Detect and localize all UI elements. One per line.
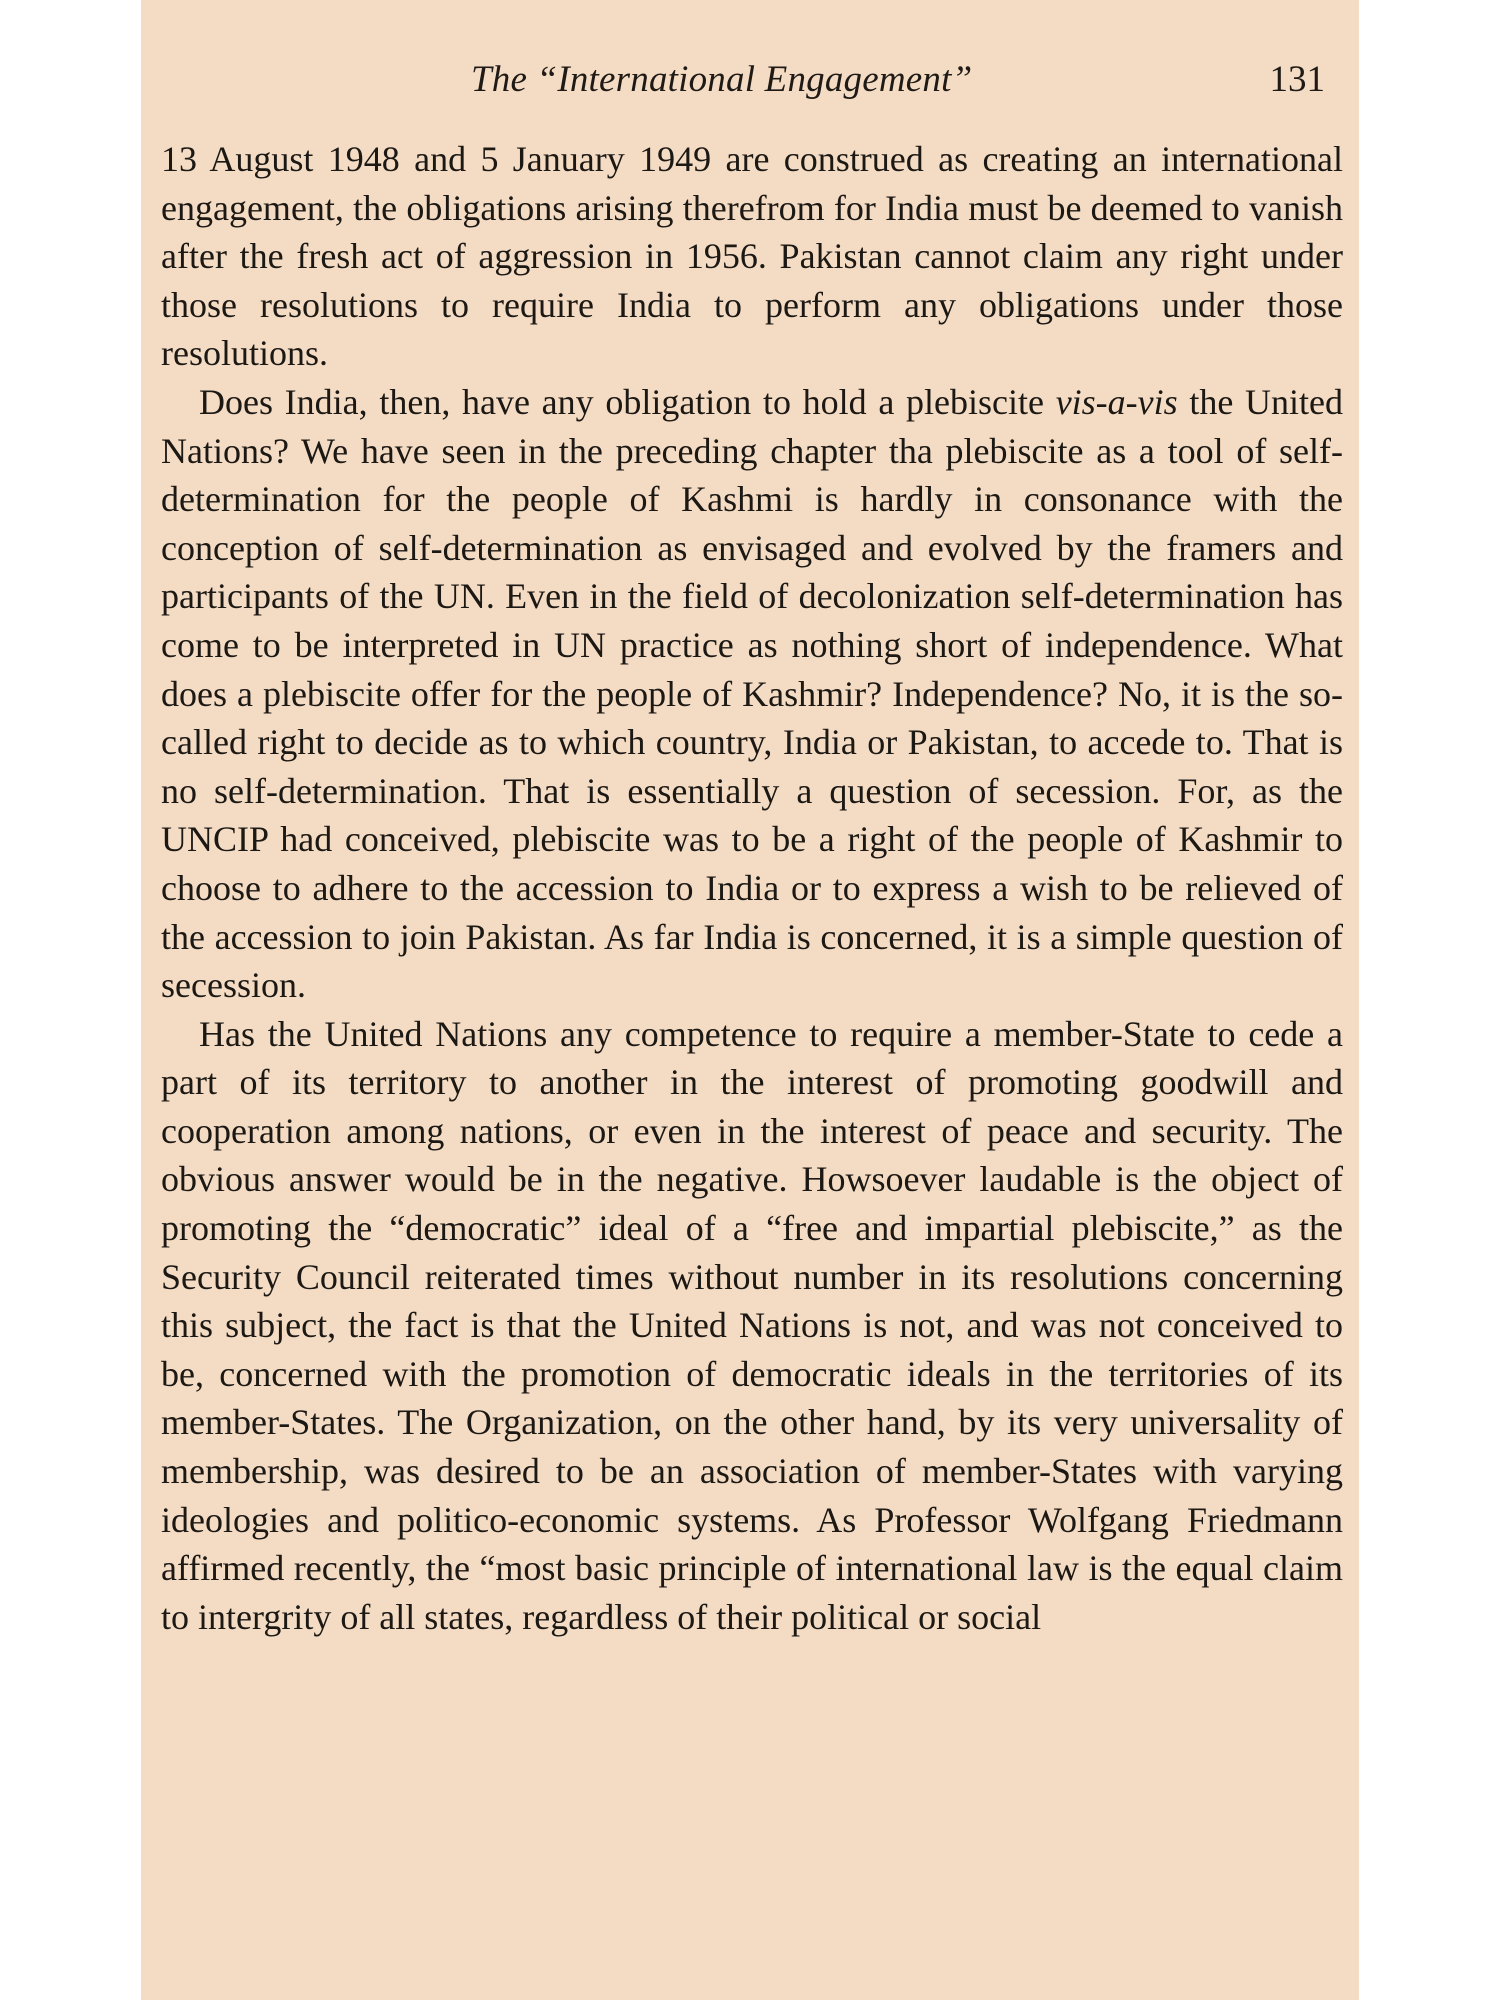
body-text — [161, 135, 1343, 1641]
paragraph-plebiscite-obligation — [161, 378, 1343, 1010]
page-number: 131 — [1269, 59, 1325, 100]
running-title: The “International Engagement” — [471, 59, 973, 100]
page-header — [141, 58, 1359, 108]
paragraph-text-rest: the United Nations? We have seen in the preceding chapter tha plebiscite as a tool of self-determination for the people of Kashmi is hardly in consonance with the conception of self-determination as envisaged and evolved by the framers and participants of the UN. Even in the field of decolonization self-determination has come to be interpreted in UN practice as nothing short of independence. What does a plebiscite offer for the people of Kashmir? Independence? No, it is the so-called right to decide as to which country, India or Pakistan, to accede to. That is no self-determination. That is essentially a question of secession. For, as the UNCIP had conceived, plebiscite was to be a right of the people of Kashmir to choose to adhere to the accession to India or to express a wish to be relieved of the accession to join Pakistan. As far India is concerned, it is a simple question of secession. — [161, 381, 1343, 1006]
book-page — [141, 0, 1359, 2000]
paragraph-text-start: Does India, then, have any obligation to hold a plebiscite — [199, 381, 1056, 422]
italic-phrase: vis-a-vis — [1055, 381, 1178, 422]
paragraph-un-competence: Has the United Nations any competence to require a member-State to cede a part of its territory to another in the interest of promoting goodwill and cooperation among nations, or even in the interest of peace and security. The obvious answer would be in the negative. Howsoever laudable is the object of promoting the “democratic” ideal of a “free and impartial plebiscite,” as the Security Council reiterated times without number in its resolutions concerning this subject, the fact is that the United Nations is not, and was not conceived to be, concerned with the promotion of democratic ideals in the territories of its member-States. The Organization, on the other hand, by its very universality of membership, was desired to be an association of member-States with varying ideologies and politico-economic systems. As Professor Wolfgang Friedmann affirmed recently, the “most basic principle of international law is the equal claim to intergrity of all states, regardless of their political or social — [161, 1013, 1343, 1637]
paragraph-continuation: 13 August 1948 and 5 January 1949 are construed as creating an international engagement, the obligations arising therefrom for India must be deemed to vanish after the fresh act of aggression in 1956. Pakistan cannot claim any right under those resolutions to require India to perform any obligations under those resolutions. — [161, 139, 1343, 374]
